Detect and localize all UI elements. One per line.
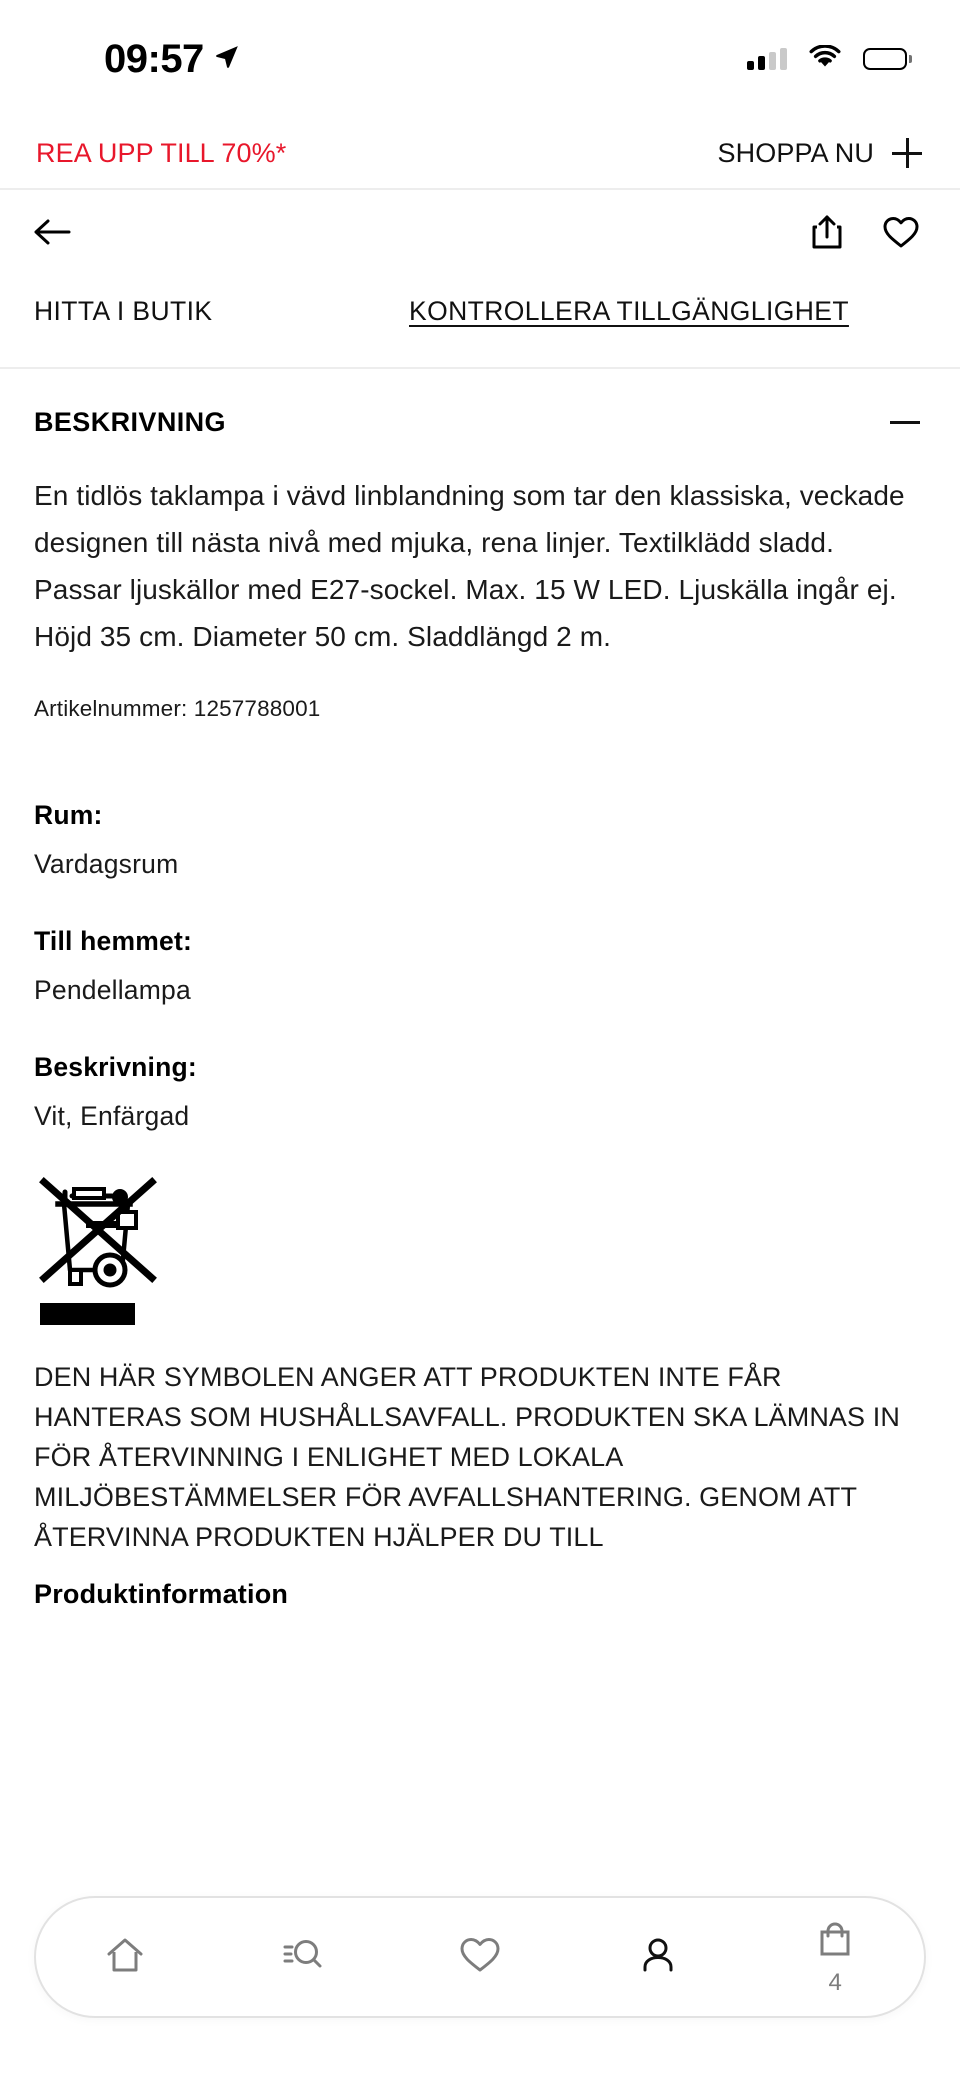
attribute-label: Beskrivning: [34,1052,197,1082]
nav-bar [0,190,960,278]
person-icon [636,1933,680,1982]
weee-black-bar [40,1303,135,1325]
next-section-heading[interactable]: Produktinformation [34,1579,289,1609]
nav-actions [810,213,920,256]
search-icon [279,1933,325,1982]
heart-icon [458,1935,502,1980]
attribute-label: Rum: [34,800,103,830]
description-content [0,472,960,1610]
status-bar-left [104,39,240,79]
promo-offer-text: REA UPP TILL 70%* [36,137,287,168]
attribute-group-home [34,926,926,1006]
status-bar [0,0,960,118]
home-icon [103,1933,147,1982]
tab-account[interactable] [569,1898,747,2016]
store-row [0,278,960,349]
attribute-label: Till hemmet: [34,926,192,956]
promo-shop-now-label: SHOPPA NU [717,137,874,168]
wifi-icon [809,45,841,73]
plus-icon[interactable] [892,138,922,168]
find-in-store-link[interactable]: HITTA I BUTIK [34,296,213,326]
status-bar-right [747,45,912,73]
shopping-bag-icon [814,1920,856,1965]
weee-symbol [34,1174,926,1325]
cart-item-count: 4 [828,1968,842,1996]
attribute-list [34,800,926,1132]
check-availability-link[interactable]: KONTROLLERA TILLGÄNGLIGHET [409,296,849,326]
tab-favorites[interactable] [391,1898,569,2016]
back-arrow-icon[interactable] [32,216,72,253]
heart-icon[interactable] [882,215,920,254]
attribute-group-room [34,800,926,880]
tab-home[interactable] [36,1898,214,2016]
promo-bar[interactable] [0,118,960,190]
attribute-value: Pendellampa [34,975,191,1005]
disposal-instructions-text: DEN HÄR SYMBOLEN ANGER ATT PRODUKTEN INTE FÅR HANTERAS SOM HUSHÅLLSAVFALL. PRODUKTEN SKA LÄMNAS IN FÖR ÅTERVINNING I ENLIGHET MED LOKALA MILJÖBESTÄMMELSER FÖR AVFALLSHANTERING. GENOM ATT ÅTERVINNA PRODUKTEN HJÄLPER DU TILL [34,1362,900,1552]
accordion-title: BESKRIVNING [34,407,226,437]
battery-icon [863,48,912,70]
cellular-signal-icon [747,48,787,70]
promo-shop-now-button[interactable] [718,138,922,169]
article-number: Artikelnummer: 1257788001 [34,696,321,721]
description-accordion-header[interactable] [0,369,960,472]
location-arrow-icon [214,44,240,75]
crossed-out-wheelie-bin-icon [34,1279,164,1296]
tab-cart[interactable] [746,1898,924,2016]
tab-search[interactable] [214,1898,392,2016]
minus-icon[interactable] [890,421,920,424]
share-icon[interactable] [810,213,844,256]
attribute-value: Vardagsrum [34,849,179,879]
attribute-value: Vit, Enfärgad [34,1101,190,1131]
attribute-group-description [34,1052,926,1132]
product-description-text: En tidlös taklampa i vävd linblandning som tar den klassiska, veckade designen till nästa nivå med mjuka, rena linjer. Textilklädd sladd. Passar ljuskällor med E27-sockel. Max. 15 W LED. Ljuskälla ingår ej. Höjd 35 cm. Diameter 50 cm. Sladdlängd 2 m. [34,480,905,652]
status-time: 09:57 [104,37,204,81]
bottom-tab-bar [34,1896,926,2018]
